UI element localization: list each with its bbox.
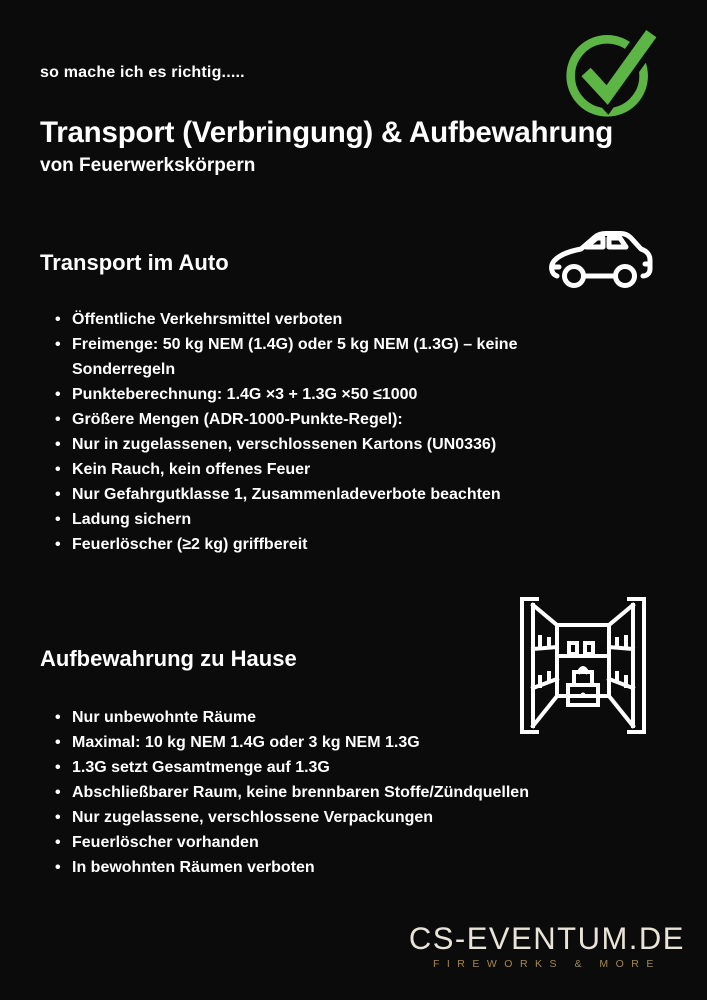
list-item: • Feuerlöscher vorhanden bbox=[55, 830, 600, 855]
list-item: • Freimenge: 50 kg NEM (1.4G) oder 5 kg NEM (1.3G) – keine Sonderregeln bbox=[55, 332, 600, 382]
list-item: • Nur zugelassene, verschlossene Verpackungen bbox=[55, 805, 600, 830]
list-item: • Punkteberechnung: 1.4G ×3 + 1.3G ×50 ≤1000 bbox=[55, 382, 600, 407]
brand-tagline: FIREWORKS & MORE bbox=[432, 958, 661, 970]
list-item: • Nur in zugelassenen, verschlossenen Kartons (UN0336) bbox=[55, 432, 600, 457]
brand-name: CS-EVENTUM.DE bbox=[408, 920, 685, 957]
section-heading-transport: Transport im Auto bbox=[40, 250, 229, 275]
list-item: • In bewohnten Räumen verboten bbox=[55, 855, 600, 880]
list-item: • Ladung sichern bbox=[55, 507, 600, 532]
list-item: • Abschließbarer Raum, keine brennbaren Stoffe/Zündquellen bbox=[55, 780, 600, 805]
storage-rules-list bbox=[55, 705, 600, 880]
brand-logo bbox=[409, 921, 685, 970]
list-item: • Größere Mengen (ADR-1000-Punkte-Regel): bbox=[55, 407, 600, 432]
list-item: • Maximal: 10 kg NEM 1.4G oder 3 kg NEM 1.3G bbox=[55, 730, 600, 755]
list-item: • Nur Gefahrgutklasse 1, Zusammenladeverbote beachten bbox=[55, 482, 600, 507]
car-icon bbox=[545, 226, 655, 292]
list-item: • 1.3G setzt Gesamtmenge auf 1.3G bbox=[55, 755, 600, 780]
section-heading-storage: Aufbewahrung zu Hause bbox=[40, 646, 297, 671]
list-item: • Nur unbewohnte Räume bbox=[55, 705, 600, 730]
page-subtitle: von Feuerwerkskörpern bbox=[40, 155, 256, 176]
check-circle-icon bbox=[563, 24, 659, 120]
page-title: Transport (Verbringung) & Aufbewahrung bbox=[40, 116, 614, 149]
list-item: • Kein Rauch, kein offenes Feuer bbox=[55, 457, 600, 482]
list-item: • Feuerlöscher (≥2 kg) griffbereit bbox=[55, 532, 600, 557]
transport-rules-list bbox=[55, 307, 600, 557]
list-item: • Öffentliche Verkehrsmittel verboten bbox=[55, 307, 600, 332]
intro-tagline: so mache ich es richtig..... bbox=[40, 64, 245, 81]
